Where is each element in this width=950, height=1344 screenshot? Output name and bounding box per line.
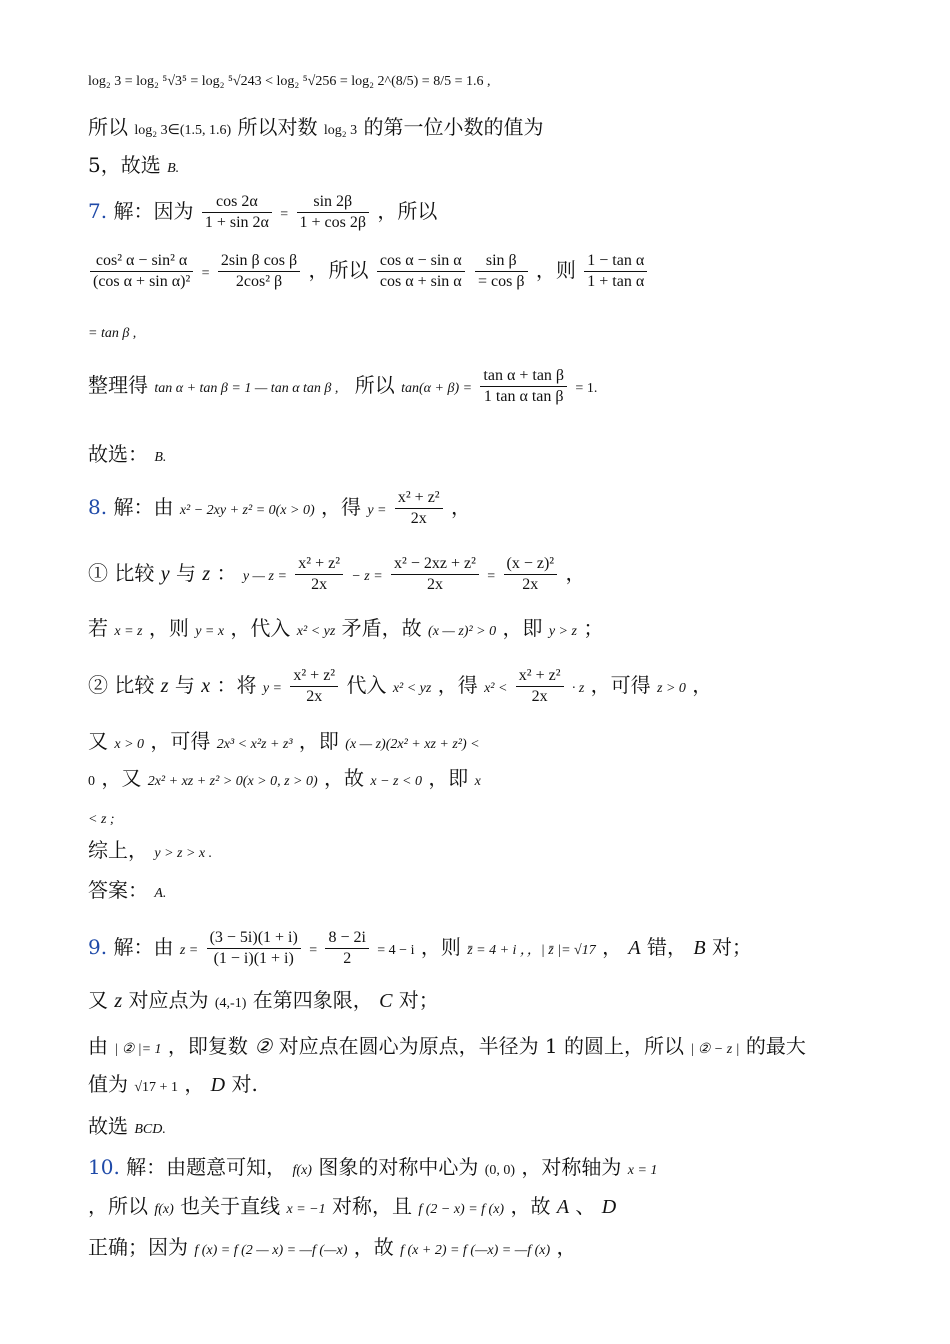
formula: | ② |= 1	[114, 1042, 162, 1057]
numerator: x² + z²	[395, 490, 443, 509]
formula: − z =	[351, 569, 383, 584]
text: ，得	[437, 673, 478, 697]
formula: tan(α + β) =	[401, 381, 473, 396]
text: ，可得	[150, 729, 211, 753]
formula: 2x³ < x²z + z³	[216, 737, 293, 752]
fraction	[207, 930, 301, 967]
formula: y — z =	[242, 569, 287, 584]
question-9-line	[88, 930, 752, 967]
text: ，可得	[590, 673, 651, 697]
numerator: sin β	[475, 253, 528, 272]
text: ，	[556, 1235, 577, 1259]
formula: x = 1	[627, 1163, 658, 1178]
fraction	[295, 556, 343, 593]
text: ，故	[353, 1235, 394, 1259]
question-8-line	[88, 490, 471, 527]
correct-line	[88, 1237, 577, 1258]
formula: z > 0	[657, 681, 686, 696]
var: z	[114, 990, 123, 1012]
numerator: cos α − sin α	[377, 253, 465, 272]
fraction	[90, 253, 193, 290]
text: 也关于直线	[180, 1194, 281, 1218]
compare-1-line	[88, 556, 585, 593]
text: 所以	[88, 115, 128, 139]
denominator: 1 + tan α	[587, 273, 645, 290]
formula: · z	[571, 681, 585, 696]
denominator: 2x	[426, 576, 443, 593]
option-letter: B	[693, 937, 706, 959]
formula-interval: log₂ 3∈(1.5, 1.6)	[134, 123, 232, 138]
denominator: 2x	[306, 688, 323, 705]
denominator: 1 + cos 2β	[299, 214, 367, 231]
fraction	[218, 253, 300, 290]
fraction	[202, 194, 272, 231]
text: 对应点在圆心为原点，半径为 1 的圆上，所以	[278, 1034, 685, 1058]
text: ，则	[420, 935, 461, 959]
text: ，所以	[88, 1194, 148, 1218]
text: ，故	[510, 1194, 551, 1218]
denominator: 1 + sin 2α	[204, 214, 269, 231]
text: 故选：	[88, 442, 148, 466]
formula: f (x) = f (2 — x) = —f (—x)	[194, 1243, 348, 1258]
formula: f (x + 2) = f (—x) = —f (x)	[400, 1243, 551, 1258]
text: 的第一位小数的值为	[363, 115, 544, 139]
text: ：将	[216, 673, 257, 697]
denominator: cos α + sin α	[379, 273, 462, 290]
numerator: 8 − 2i	[325, 930, 368, 949]
text: ② 比较	[88, 673, 155, 697]
compare-2-line	[88, 668, 712, 705]
text: 所以	[354, 373, 395, 397]
formula: x² < yz	[392, 681, 432, 696]
text: ，则	[535, 258, 576, 282]
text: 解：因为	[113, 199, 194, 223]
answer-letter: A.	[154, 886, 167, 901]
denominator: 2x	[410, 510, 427, 527]
numerator: x² + z²	[290, 668, 338, 687]
text: ，	[450, 495, 471, 519]
formula: y =	[262, 681, 283, 696]
formula: z̄ = 4 + i ，，| z̄ |= √17	[467, 943, 596, 958]
option-letter: A	[628, 937, 641, 959]
numerator: 2sin β cos β	[218, 253, 300, 272]
log-chain-formula: log₂ 3 = log₂ ⁵√3⁵ = log₂ ⁵√243 < log₂ ⁵√256 = log₂ 2^(8/5) = 8/5 = 1.6 ,	[88, 74, 491, 89]
formula: x² − 2xy + z² = 0(x > 0)	[179, 503, 315, 518]
formula: tan α + tan β = 1 — tan α tan β ,	[154, 381, 339, 396]
text: ，	[565, 561, 586, 585]
text: 解：由题意可知，	[126, 1155, 287, 1179]
formula: x − z < 0	[370, 774, 422, 789]
question-number-9: 9.	[88, 935, 108, 959]
text: 故选	[88, 1114, 128, 1138]
text: ，得	[320, 495, 361, 519]
equals: =	[487, 569, 496, 584]
var: ②	[254, 1036, 273, 1058]
formula: f(x)	[292, 1163, 312, 1178]
fraction	[377, 253, 465, 290]
equals: =	[280, 207, 289, 222]
question-number-7: 7.	[88, 199, 108, 223]
formula: x² < yz	[296, 624, 336, 639]
if-equal-line	[88, 618, 603, 639]
question-number-8: 8.	[88, 495, 108, 519]
formula: < z ;	[88, 812, 115, 827]
text: 解：由	[113, 935, 174, 959]
text: 若	[88, 616, 108, 640]
equals: =	[201, 266, 210, 281]
text: 又	[88, 729, 108, 753]
text: ，即	[298, 729, 339, 753]
numerator: x² − 2xz + z²	[391, 556, 479, 575]
denominator: (cos α + sin α)²	[93, 273, 191, 290]
text: 代入	[346, 673, 387, 697]
text: 答案：	[88, 878, 148, 902]
fraction	[290, 668, 338, 705]
text: ，即复数	[167, 1034, 248, 1058]
formula: (0, 0)	[484, 1163, 516, 1178]
circle-line	[88, 1036, 806, 1057]
option-letter: D	[601, 1196, 617, 1218]
text: ，故	[324, 766, 365, 790]
text: 又	[88, 988, 108, 1012]
fraction	[480, 368, 567, 405]
formula: x² <	[484, 681, 508, 696]
formula: | ② − z |	[690, 1042, 740, 1057]
text: 图象的对称中心为	[318, 1155, 479, 1179]
text: ，所以	[377, 199, 438, 223]
var: y	[160, 563, 170, 585]
fraction	[584, 253, 647, 290]
formula: √17 + 1	[134, 1080, 178, 1095]
denominator: 2x	[531, 688, 548, 705]
text: 在第四象限，	[252, 988, 373, 1012]
var: z	[160, 675, 169, 697]
numerator: sin 2β	[297, 194, 370, 213]
formula: x = z	[114, 624, 143, 639]
formula: = 4 − i	[377, 943, 415, 958]
point-line	[88, 990, 439, 1011]
q8-answer-line	[88, 880, 166, 901]
text: ，又	[101, 766, 142, 790]
fraction	[391, 556, 479, 593]
text: 对应点为	[128, 988, 209, 1012]
text: ；	[583, 616, 604, 640]
fraction	[475, 253, 528, 290]
text: 正确；因为	[88, 1235, 188, 1259]
formula: = tan β ,	[88, 326, 137, 341]
formula: 0	[88, 774, 95, 789]
denominator: 1 tan α tan β	[483, 388, 564, 405]
denominator: = cos β	[478, 273, 525, 290]
formula-log: log₂ 3	[323, 123, 358, 138]
text: ，代入	[230, 616, 291, 640]
text: 解：由	[113, 495, 174, 519]
denominator: (1 − i)(1 + i)	[213, 950, 294, 967]
text: ，所以	[308, 258, 369, 282]
denominator: 2	[343, 950, 352, 967]
answer-letter: B.	[154, 450, 167, 465]
text: 整理得	[88, 373, 148, 397]
formula: x > 0	[114, 737, 145, 752]
text: 对称，且	[331, 1194, 412, 1218]
text: 值为	[88, 1072, 128, 1096]
var: z	[202, 563, 211, 585]
text: 对.	[231, 1072, 258, 1096]
numerator: 1 − tan α	[584, 253, 647, 272]
denominator: 2x	[522, 576, 539, 593]
q7-derivation-line	[88, 253, 649, 290]
summary-line	[88, 840, 212, 861]
text: 的最大	[745, 1034, 806, 1058]
numerator: cos² α − sin² α	[90, 253, 193, 272]
q7-arrange-line	[88, 368, 597, 405]
text: ：	[216, 561, 237, 585]
fraction	[395, 490, 443, 527]
option-letter: A	[556, 1196, 570, 1218]
symmetric-line	[88, 1196, 616, 1217]
question-7-line	[88, 194, 437, 231]
line-log-chain	[88, 68, 490, 89]
fraction	[297, 194, 370, 231]
also-line	[88, 731, 480, 752]
zero-line	[88, 768, 481, 789]
numerator: tan α + tan β	[480, 368, 567, 387]
text: ，即	[502, 616, 543, 640]
formula: y > z	[548, 624, 577, 639]
q7-answer-line	[88, 444, 166, 465]
formula: y =	[367, 503, 387, 518]
formula: 2x² + xz + z² > 0(x > 0, z > 0)	[147, 774, 318, 789]
text: 矛盾，故	[341, 616, 422, 640]
formula: f (2 − x) = f (x)	[418, 1202, 505, 1217]
max-value-line	[88, 1074, 258, 1095]
line-answer-6	[88, 155, 179, 176]
question-10-line	[88, 1157, 657, 1178]
text: ，即	[428, 766, 469, 790]
text: 、	[575, 1194, 596, 1218]
text: 对；	[711, 935, 752, 959]
fraction	[516, 668, 564, 705]
numerator: cos 2α	[202, 194, 272, 213]
numerator: x² + z²	[516, 668, 564, 687]
q7-tan-beta-line	[88, 320, 136, 341]
equals: =	[309, 943, 318, 958]
text: ，	[692, 673, 713, 697]
answer-letter: B.	[167, 161, 180, 176]
numerator: (x − z)²	[504, 556, 558, 575]
denominator: 2cos² β	[235, 273, 283, 290]
line-interval	[88, 117, 544, 138]
text: 所以对数	[237, 115, 318, 139]
q9-answer-line	[88, 1116, 166, 1137]
formula: y = x	[195, 624, 225, 639]
text: 与	[174, 673, 195, 697]
answer-letter: BCD.	[134, 1122, 166, 1137]
text: 综上，	[88, 838, 148, 862]
numerator: x² + z²	[295, 556, 343, 575]
option-letter: C	[379, 990, 393, 1012]
text: ① 比较	[88, 561, 155, 585]
formula: z =	[179, 943, 199, 958]
numerator: (3 − 5i)(1 + i)	[207, 930, 301, 949]
denominator: 2x	[311, 576, 328, 593]
formula: x = −1	[286, 1202, 326, 1217]
var: x	[201, 675, 211, 697]
text: 对；	[398, 988, 439, 1012]
text: ，对称轴为	[521, 1155, 622, 1179]
formula: f(x)	[154, 1202, 174, 1217]
text: 与	[175, 561, 196, 585]
option-letter: D	[210, 1074, 226, 1096]
formula: (4,-1)	[214, 996, 247, 1011]
text: 由	[88, 1034, 108, 1058]
formula: y > z > x .	[154, 846, 213, 861]
formula: (x — z)(2x² + xz + z²) <	[345, 737, 480, 752]
text: ，	[184, 1072, 205, 1096]
formula: x	[474, 774, 481, 789]
formula: (x — z)² > 0	[428, 624, 497, 639]
text: ，	[602, 935, 623, 959]
question-number-10: 10.	[88, 1155, 120, 1179]
fraction	[325, 930, 368, 967]
result: = 1.	[575, 381, 598, 396]
less-z-line	[88, 806, 115, 827]
fraction	[504, 556, 558, 593]
text: 5，故选	[88, 153, 161, 177]
text: 错，	[647, 935, 687, 959]
text: ，则	[148, 616, 189, 640]
